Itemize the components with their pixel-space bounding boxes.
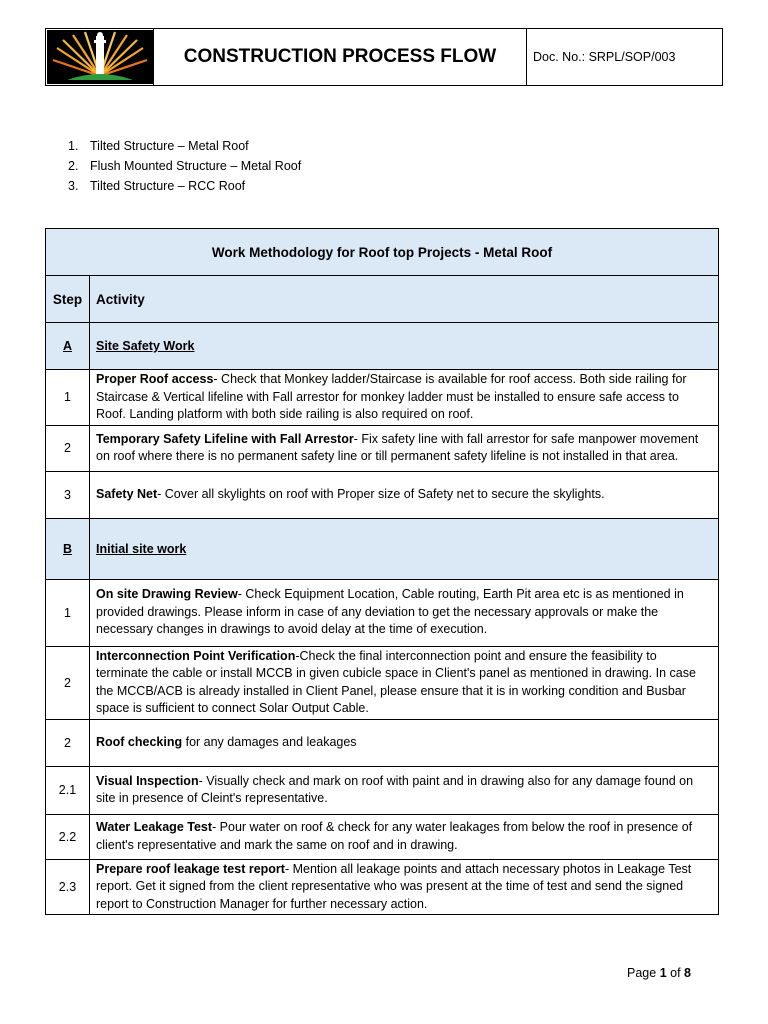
table-row: [46, 766, 719, 814]
list-item: [68, 136, 301, 156]
list-item: [68, 176, 301, 196]
table-caption-row: [46, 229, 719, 276]
activity-cell: [90, 425, 719, 471]
table-row: [46, 471, 719, 518]
page-label: Page: [627, 966, 657, 980]
activity-cell: [90, 814, 719, 859]
current-page: 1: [659, 966, 667, 980]
activity-title: Proper Roof access: [96, 372, 214, 386]
activity-title: Interconnection Point Verification: [96, 648, 296, 663]
list-number: 3.: [68, 179, 79, 193]
step-number: 1: [46, 370, 90, 426]
step-number: 1: [46, 579, 90, 646]
activity-cell: [90, 719, 719, 766]
table-row: [46, 579, 719, 646]
section-letter: A: [46, 323, 90, 370]
activity-description: - Fix safety line with fall arrestor for safe manpower movement on roof where there is no permanent safety line or till permanent safety lifeline is not installed in that area.: [96, 431, 699, 463]
activity-cell: [90, 766, 719, 814]
list-text: Tilted Structure – Metal Roof: [90, 139, 249, 153]
list-number: 2.: [68, 159, 79, 173]
activity-title: Water Leakage Test: [96, 820, 213, 834]
table-header-row: [46, 276, 719, 323]
table-row: [46, 814, 719, 859]
list-item: [68, 156, 301, 176]
table-row: [46, 719, 719, 766]
section-row: [46, 323, 719, 370]
activity-cell: [90, 859, 719, 915]
list-text: Tilted Structure – RCC Roof: [90, 179, 246, 193]
activity-cell: [90, 471, 719, 518]
step-number: 2.3: [46, 859, 90, 915]
activity-description: - Check Equipment Location, Cable routing, Earth Pit area etc is as mentioned in provided drawings. Please inform in case of any deviation to get the necessary approvals or make the necessary changes in drawings to avoid delay at the time of execution.: [96, 587, 684, 637]
list-text: Flush Mounted Structure – Metal Roof: [90, 159, 302, 173]
table-row: [46, 370, 719, 426]
sun-tower-logo-icon: [47, 30, 153, 84]
section-title: Initial site work: [90, 518, 719, 579]
step-number: 2: [46, 646, 90, 719]
activity-title: Temporary Safety Lifeline with Fall Arrestor: [96, 431, 354, 446]
activity-title: Safety Net: [96, 486, 158, 501]
activity-description: - Check that Monkey ladder/Staircase is available for roof access. Both side railing for Staircase & Vertical lifeline with Fall arrestor for monkey ladder must be installed to ensure safe access to Roof. Landing platform with both side railing is also required on roof.: [96, 372, 687, 421]
activity-description: - Pour water on roof & check for any water leakages from below the roof in presence of client's representative and mark the same on roof and in drawing.: [96, 820, 693, 852]
activity-description: - Cover all skylights on roof with Proper size of Safety net to secure the skylights.: [157, 486, 605, 501]
activity-description: for any damages and leakages: [182, 734, 357, 749]
structure-type-list: [68, 136, 301, 196]
of-label: of: [670, 966, 681, 980]
table-row: [46, 646, 719, 719]
company-logo: [46, 29, 154, 85]
section-row: [46, 518, 719, 579]
activity-cell: [90, 646, 719, 719]
activity-cell: [90, 370, 719, 426]
activity-cell: [90, 579, 719, 646]
column-header-step: Step: [46, 276, 90, 323]
activity-title: Prepare roof leakage test report: [96, 861, 285, 876]
list-number: 1.: [68, 139, 79, 153]
activity-description: -Check the final interconnection point and ensure the feasibility to terminate the cable or install MCCB in given cubicle space in Client's panel as mentioned in drawing. In case the MCCB/ACB is already installed in Client Panel, please ensure that it is in working condition and Busbar space is sufficient to connect Solar Output Cable.: [96, 648, 696, 715]
activity-description: - Visually check and mark on roof with paint and in drawing also for any damage found on site in presence of Cleint's representative.: [96, 773, 694, 805]
document-header: [45, 28, 723, 86]
activity-description: - Mention all leakage points and attach necessary photos in Leakage Test report. Get it signed from the client representative who was present at the time of test and send the signed report to Construction Manager for further necessary action.: [96, 861, 692, 911]
table-row: [46, 859, 719, 915]
step-number: 3: [46, 471, 90, 518]
document-title: CONSTRUCTION PROCESS FLOW: [154, 29, 527, 85]
step-number: 2: [46, 425, 90, 471]
step-number: 2.2: [46, 814, 90, 859]
section-title: Site Safety Work: [90, 323, 719, 370]
activity-title: On site Drawing Review: [96, 587, 238, 602]
total-pages: 8: [684, 966, 691, 980]
page-number: [627, 966, 691, 980]
table-caption: Work Methodology for Roof top Projects - Metal Roof: [46, 229, 719, 276]
table-row: [46, 425, 719, 471]
activity-title: Visual Inspection: [96, 773, 199, 788]
document-number: Doc. No.: SRPL/SOP/003: [533, 50, 676, 64]
step-number: 2: [46, 719, 90, 766]
step-number: 2.1: [46, 766, 90, 814]
section-letter: B: [46, 518, 90, 579]
work-methodology-table: [45, 228, 719, 915]
activity-title: Roof checking: [96, 734, 183, 749]
column-header-activity: Activity: [90, 276, 719, 323]
